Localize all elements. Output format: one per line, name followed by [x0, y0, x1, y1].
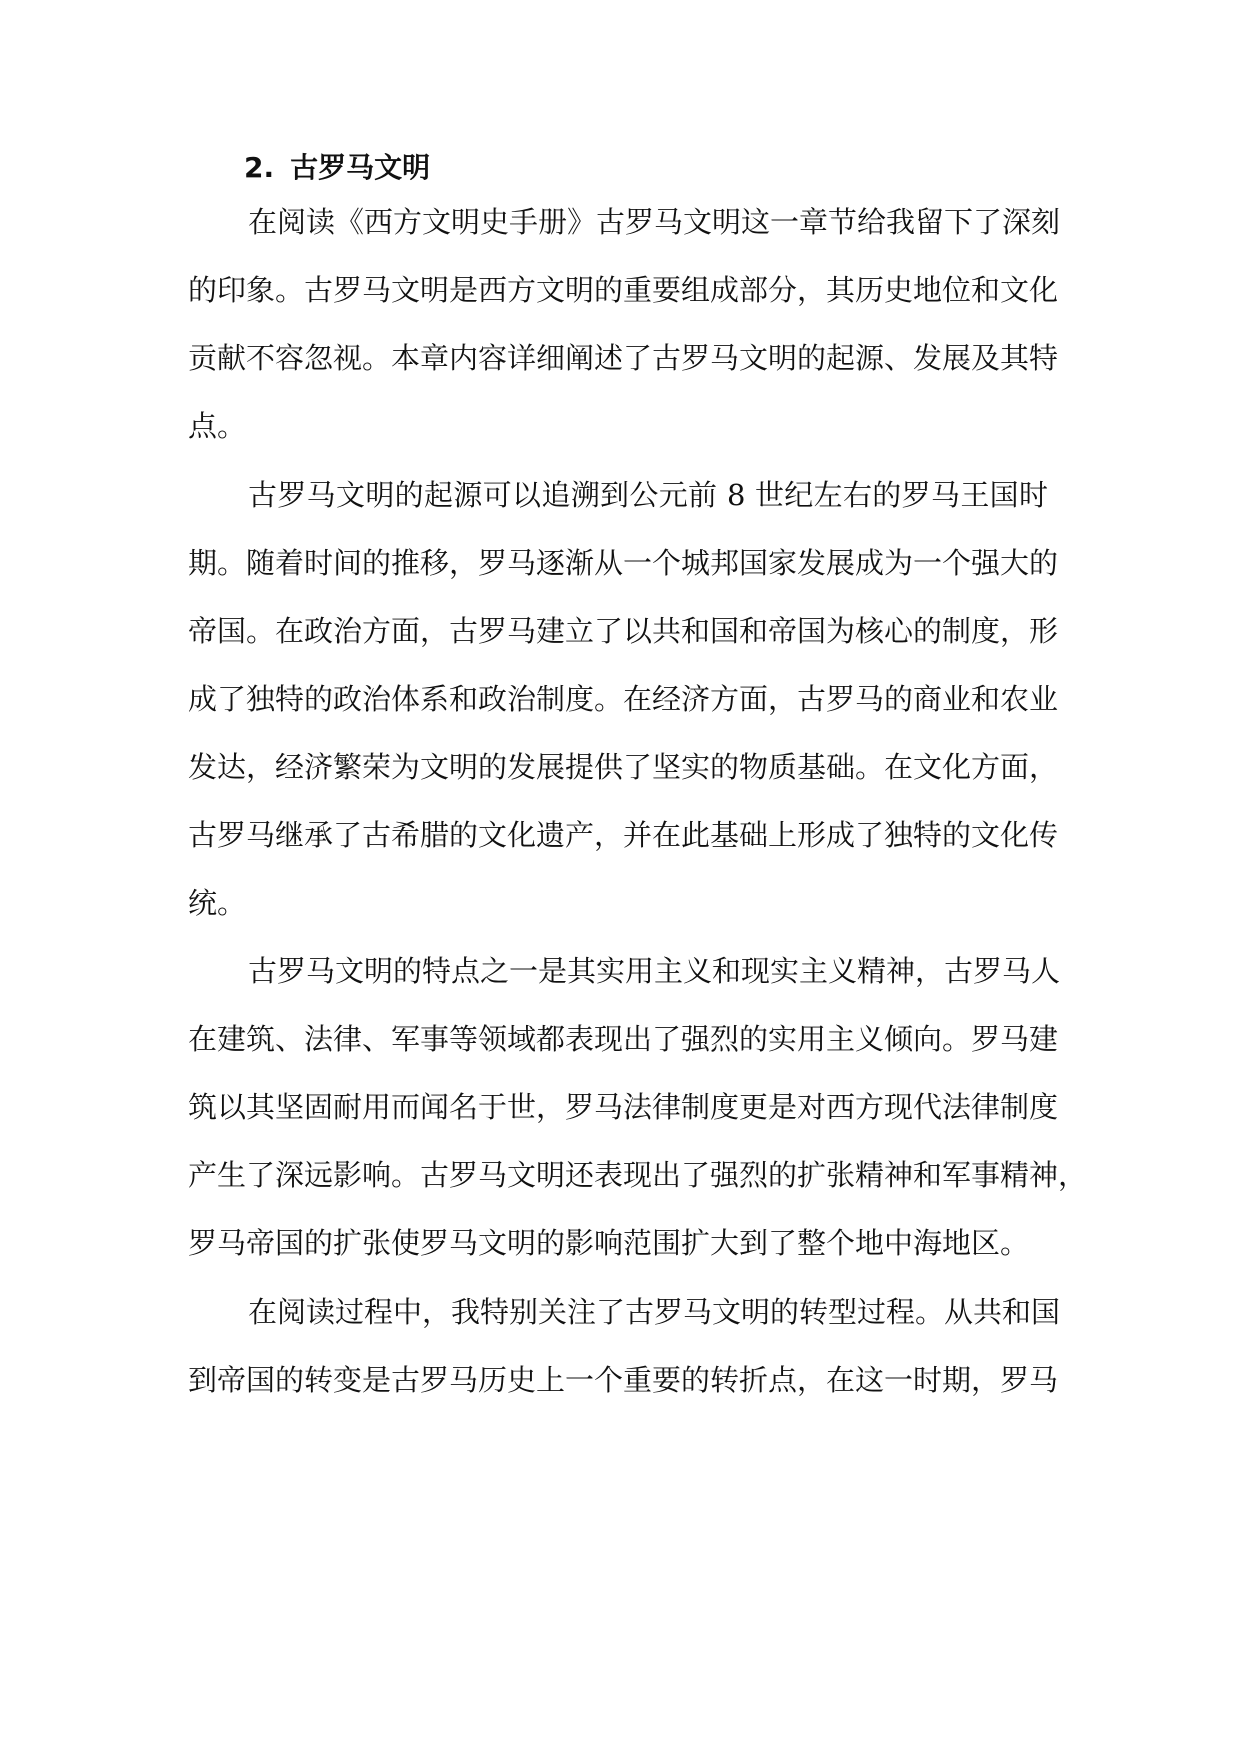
paragraph-3-line-4: 产生了深远影响。古罗马文明还表现出了强烈的扩张精神和军事精神，	[188, 1158, 1088, 1192]
section-title: 古罗马文明	[290, 151, 431, 184]
paragraph-3-line-5: 罗马帝国的扩张使罗马文明的影响范围扩大到了整个地中海地区。	[188, 1226, 1030, 1260]
section-number: 2.	[244, 151, 275, 184]
paragraph-2-line-6: 古罗马继承了古希腊的文化遗产，并在此基础上形成了独特的文化传	[188, 818, 1059, 852]
paragraph-1-line-3: 贡献不容忽视。本章内容详细阐述了古罗马文明的起源、发展及其特	[188, 341, 1059, 375]
paragraph-3-line-2: 在建筑、法律、军事等领域都表现出了强烈的实用主义倾向。罗马建	[188, 1022, 1059, 1056]
paragraph-2-line-1: 古罗马文明的起源可以追溯到公元前 8 世纪左右的罗马王国时	[248, 478, 1048, 512]
paragraph-4-line-1: 在阅读过程中，我特别关注了古罗马文明的转型过程。从共和国	[248, 1295, 1061, 1329]
paragraph-1-line-4: 点。	[188, 409, 247, 443]
paragraph-1-line-1: 在阅读《西方文明史手册》古罗马文明这一章节给我留下了深刻	[248, 205, 1061, 239]
paragraph-2-line-5: 发达，经济繁荣为文明的发展提供了坚实的物质基础。在文化方面，	[188, 750, 1059, 784]
paragraph-2-line-4: 成了独特的政治体系和政治制度。在经济方面，古罗马的商业和农业	[188, 682, 1059, 716]
section-heading	[244, 146, 430, 190]
paragraph-1-line-2: 的印象。古罗马文明是西方文明的重要组成部分，其历史地位和文化	[188, 273, 1059, 307]
paragraph-2-line-3: 帝国。在政治方面，古罗马建立了以共和国和帝国为核心的制度，形	[188, 614, 1059, 648]
paragraph-2-line-7: 统。	[188, 886, 247, 920]
paragraph-3-line-1: 古罗马文明的特点之一是其实用主义和现实主义精神，古罗马人	[248, 954, 1061, 988]
paragraph-2-line-2: 期。随着时间的推移，罗马逐渐从一个城邦国家发展成为一个强大的	[188, 546, 1059, 580]
paragraph-3-line-3: 筑以其坚固耐用而闻名于世，罗马法律制度更是对西方现代法律制度	[188, 1090, 1059, 1124]
paragraph-4-line-2: 到帝国的转变是古罗马历史上一个重要的转折点，在这一时期，罗马	[188, 1363, 1059, 1397]
